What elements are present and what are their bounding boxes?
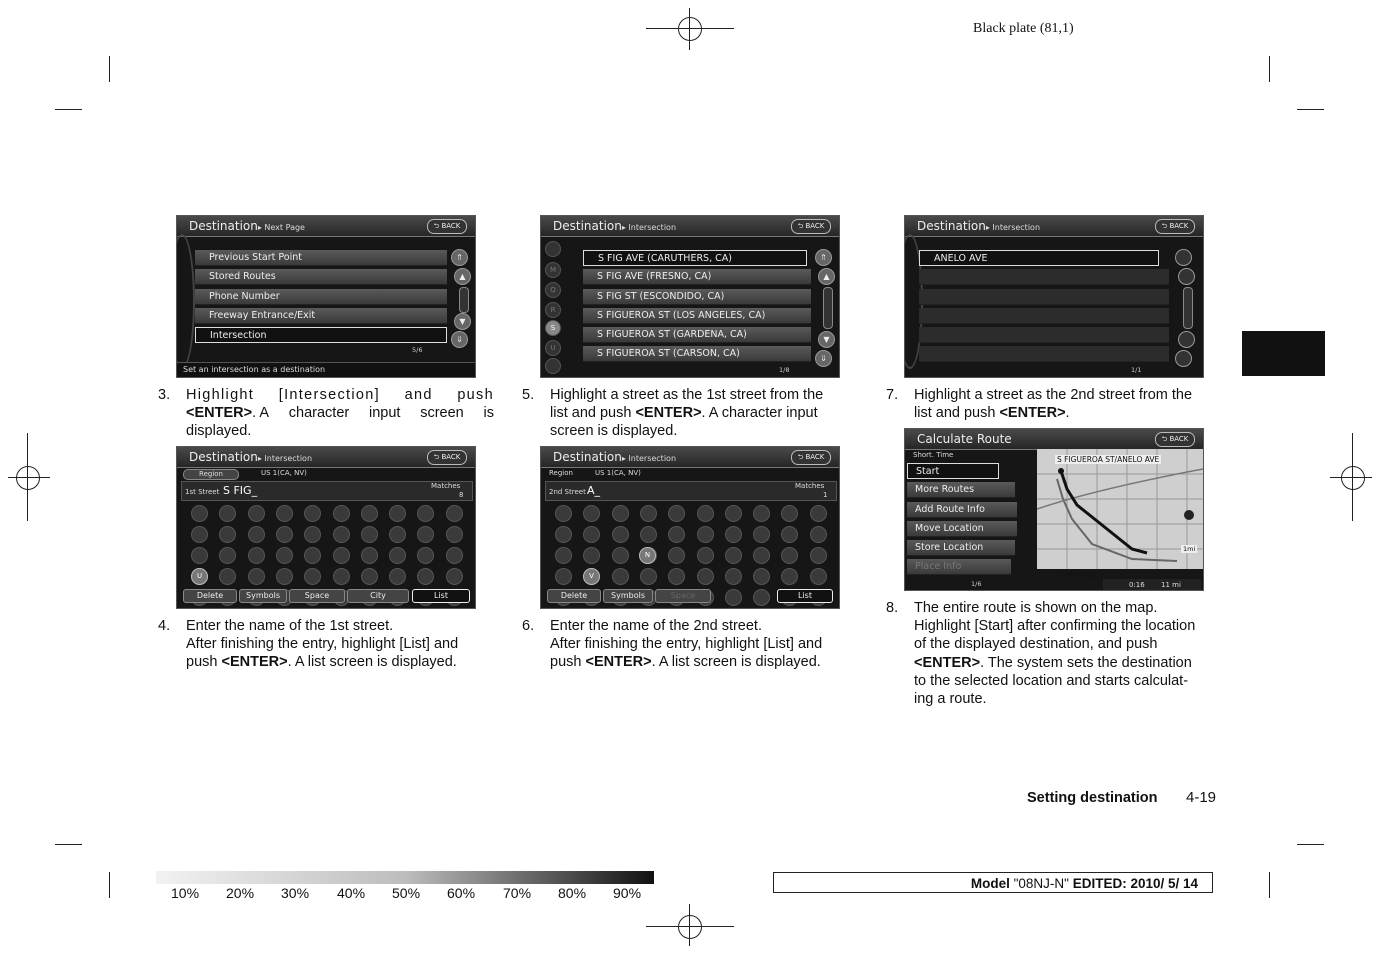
screen-title: Destination▸ Intersection bbox=[553, 219, 677, 233]
keyboard-key[interactable] bbox=[781, 505, 798, 522]
keyboard-key[interactable] bbox=[668, 526, 685, 543]
keyboard-key[interactable] bbox=[191, 547, 208, 564]
scroll-up-icon[interactable]: ▲ bbox=[818, 268, 835, 285]
status-message: Set an intersection as a destination bbox=[177, 362, 475, 377]
keyboard-key[interactable] bbox=[555, 505, 572, 522]
screen-title: Destination▸ Next Page bbox=[189, 219, 305, 233]
space-button[interactable]: Space bbox=[655, 589, 711, 603]
back-button[interactable]: ⮌ BACK bbox=[1155, 219, 1195, 234]
keyboard-key[interactable] bbox=[725, 505, 742, 522]
keyboard-key[interactable] bbox=[333, 547, 350, 564]
matches-count: 1 bbox=[823, 491, 828, 499]
scroll-down-icon[interactable] bbox=[1178, 331, 1195, 348]
back-button[interactable]: ⮌ BACK bbox=[1155, 432, 1195, 447]
keyboard-key[interactable] bbox=[191, 526, 208, 543]
keyboard-key[interactable] bbox=[555, 568, 572, 585]
matches-label: Matches bbox=[795, 482, 825, 490]
list-button[interactable]: List bbox=[777, 589, 833, 603]
keyboard-key[interactable] bbox=[753, 505, 770, 522]
move-location-button[interactable]: Move Location bbox=[907, 521, 1017, 537]
page-indicator: 1/6 bbox=[971, 580, 982, 588]
page-down-icon[interactable]: ⇓ bbox=[815, 350, 832, 367]
page-up-icon[interactable]: ⇑ bbox=[815, 249, 832, 266]
city-button[interactable]: City bbox=[347, 589, 409, 603]
keyboard-key[interactable] bbox=[781, 568, 798, 585]
keyboard-key[interactable] bbox=[361, 568, 378, 585]
corner-mark bbox=[109, 56, 110, 82]
keyboard-key[interactable] bbox=[389, 547, 406, 564]
keyboard-key[interactable] bbox=[753, 547, 770, 564]
screen-2nd-street-input bbox=[540, 446, 840, 609]
corner-mark bbox=[1269, 56, 1270, 82]
screen-title: Calculate Route bbox=[917, 432, 1012, 446]
keyboard-key[interactable] bbox=[333, 526, 350, 543]
percent-label: 40% bbox=[337, 885, 366, 901]
back-button[interactable]: ⮌ BACK bbox=[427, 450, 467, 465]
percent-label: 50% bbox=[392, 885, 421, 901]
keyboard-key[interactable] bbox=[389, 568, 406, 585]
list-item-empty bbox=[919, 308, 1169, 324]
add-route-info-button[interactable]: Add Route Info bbox=[907, 502, 1017, 518]
symbols-button[interactable]: Symbols bbox=[239, 589, 287, 603]
keyboard-key[interactable] bbox=[304, 505, 321, 522]
keyboard-key[interactable] bbox=[304, 526, 321, 543]
registration-mark-left bbox=[16, 466, 40, 490]
list-item[interactable]: S FIG AVE (FRESNO, CA) bbox=[583, 269, 811, 285]
scroll-down-icon[interactable]: ▼ bbox=[818, 331, 835, 348]
registration-mark-bottom bbox=[678, 915, 702, 939]
page-indicator: 1/1 bbox=[1131, 366, 1142, 374]
street-label: 2nd Street bbox=[549, 488, 586, 496]
keyboard-key[interactable] bbox=[361, 505, 378, 522]
keyboard-key[interactable] bbox=[697, 526, 714, 543]
screen-calculate-route bbox=[904, 428, 1204, 591]
keyboard-key[interactable] bbox=[219, 547, 236, 564]
keyboard-key[interactable] bbox=[640, 568, 657, 585]
keyboard-key[interactable] bbox=[248, 547, 265, 564]
list-item[interactable]: S FIGUEROA ST (CARSON, CA) bbox=[583, 346, 811, 362]
keyboard-key[interactable] bbox=[612, 526, 629, 543]
keyboard-key[interactable] bbox=[417, 526, 434, 543]
map-city-label: TORRANCE bbox=[1060, 571, 1096, 579]
keyboard-key[interactable] bbox=[446, 568, 463, 585]
keyboard-key[interactable] bbox=[389, 505, 406, 522]
keyboard-key[interactable] bbox=[781, 547, 798, 564]
list-item[interactable]: Freeway Entrance/Exit bbox=[195, 308, 447, 324]
keyboard-key[interactable] bbox=[725, 589, 742, 606]
letter-key[interactable]: R bbox=[545, 302, 561, 318]
keyboard-key[interactable] bbox=[612, 505, 629, 522]
screen-intersection-list-2 bbox=[904, 215, 1204, 378]
keyboard-key[interactable] bbox=[668, 568, 685, 585]
keyboard-key[interactable] bbox=[446, 526, 463, 543]
keyboard-key[interactable] bbox=[725, 526, 742, 543]
matches-label: Matches bbox=[431, 482, 461, 490]
keyboard-key[interactable] bbox=[276, 547, 293, 564]
keyboard-key[interactable] bbox=[753, 589, 770, 606]
keyboard-key[interactable] bbox=[333, 568, 350, 585]
keyboard-key[interactable] bbox=[304, 568, 321, 585]
street-label: 1st Street bbox=[185, 488, 220, 496]
region-label: Region bbox=[549, 469, 573, 477]
keyboard-key[interactable] bbox=[361, 547, 378, 564]
keyboard-key[interactable] bbox=[753, 526, 770, 543]
corner-mark bbox=[1269, 872, 1270, 898]
route-distance: 11 mi bbox=[1161, 581, 1181, 589]
list-item-selected[interactable]: ANELO AVE bbox=[919, 250, 1159, 266]
registration-mark-top bbox=[678, 17, 702, 41]
screen-1st-street-input bbox=[176, 446, 476, 609]
keyboard-key[interactable] bbox=[219, 526, 236, 543]
keyboard-key[interactable] bbox=[668, 547, 685, 564]
list-item[interactable]: Previous Start Point bbox=[195, 250, 447, 266]
percent-label: 30% bbox=[281, 885, 310, 901]
section-title: Setting destination bbox=[1027, 790, 1158, 806]
matches-count: 8 bbox=[459, 491, 464, 499]
keyboard-key[interactable] bbox=[583, 505, 600, 522]
keyboard-key[interactable] bbox=[725, 568, 742, 585]
page-indicator: 1/8 bbox=[779, 366, 790, 374]
model-edited-box: Model "08NJ-N" EDITED: 2010/ 5/ 14 bbox=[773, 872, 1213, 893]
back-button[interactable]: ⮌ BACK bbox=[427, 219, 467, 234]
keyboard-key[interactable] bbox=[276, 526, 293, 543]
keyboard-key[interactable] bbox=[333, 505, 350, 522]
list-item[interactable]: S FIG ST (ESCONDIDO, CA) bbox=[583, 289, 811, 305]
list-item[interactable]: Phone Number bbox=[195, 289, 447, 305]
key-active[interactable]: N bbox=[639, 547, 656, 564]
keyboard-key[interactable] bbox=[417, 505, 434, 522]
letter-key[interactable] bbox=[545, 241, 561, 257]
place-info-button[interactable]: Place Info bbox=[907, 559, 1011, 575]
keyboard-key[interactable] bbox=[555, 526, 572, 543]
keyboard-key[interactable] bbox=[583, 547, 600, 564]
map-scale: 1mi bbox=[1183, 545, 1196, 553]
percent-label: 80% bbox=[558, 885, 587, 901]
page-up-icon[interactable] bbox=[1175, 249, 1192, 266]
scrollbar[interactable] bbox=[459, 287, 469, 313]
corner-mark bbox=[1297, 844, 1324, 845]
region-value: US 1(CA, NV) bbox=[595, 469, 641, 477]
symbols-button[interactable]: Symbols bbox=[603, 589, 653, 603]
chapter-tab bbox=[1242, 331, 1325, 376]
registration-mark-right bbox=[1341, 466, 1365, 490]
keyboard-key[interactable] bbox=[725, 547, 742, 564]
keyboard-key[interactable] bbox=[810, 547, 827, 564]
page-down-icon[interactable] bbox=[1175, 350, 1192, 367]
keyboard-key[interactable] bbox=[248, 505, 265, 522]
keyboard-key[interactable] bbox=[697, 568, 714, 585]
keyboard-key[interactable] bbox=[361, 526, 378, 543]
page-up-icon[interactable]: ⇑ bbox=[451, 249, 468, 266]
keyboard-key[interactable] bbox=[612, 568, 629, 585]
keyboard-key[interactable] bbox=[640, 505, 657, 522]
page-down-icon[interactable]: ⇓ bbox=[451, 331, 468, 348]
keyboard-key[interactable] bbox=[417, 568, 434, 585]
list-item[interactable]: S FIGUEROA ST (GARDENA, CA) bbox=[583, 327, 811, 343]
corner-mark bbox=[1297, 109, 1324, 110]
corner-mark bbox=[109, 872, 110, 898]
list-item-selected[interactable]: S FIG AVE (CARUTHERS, CA) bbox=[583, 250, 807, 266]
letter-key[interactable] bbox=[545, 358, 561, 374]
list-item-empty bbox=[919, 346, 1169, 362]
keyboard-key[interactable] bbox=[417, 547, 434, 564]
keyboard-key[interactable] bbox=[389, 526, 406, 543]
keyboard-key[interactable] bbox=[810, 526, 827, 543]
keyboard-key[interactable] bbox=[276, 568, 293, 585]
keyboard-key[interactable] bbox=[640, 526, 657, 543]
keyboard-key[interactable] bbox=[219, 568, 236, 585]
street-input-value: A_ bbox=[587, 484, 601, 497]
space-button[interactable]: Space bbox=[289, 589, 345, 603]
keyboard-key[interactable] bbox=[555, 547, 572, 564]
scroll-down-icon[interactable]: ▼ bbox=[454, 313, 471, 330]
back-button[interactable]: ⮌ BACK bbox=[791, 219, 831, 234]
page-indicator: 5/6 bbox=[412, 346, 423, 354]
back-button[interactable]: ⮌ BACK bbox=[791, 450, 831, 465]
route-type-label: Short. Time bbox=[913, 451, 954, 459]
keyboard-key[interactable] bbox=[612, 547, 629, 564]
keyboard-key[interactable] bbox=[191, 505, 208, 522]
keyboard-key[interactable] bbox=[304, 547, 321, 564]
store-location-button[interactable]: Store Location bbox=[907, 540, 1015, 556]
scroll-up-icon[interactable]: ▲ bbox=[454, 268, 471, 285]
percent-label: 10% bbox=[171, 885, 200, 901]
screen-title: Destination▸ Intersection bbox=[553, 450, 677, 464]
list-item-empty bbox=[919, 269, 1169, 285]
delete-button[interactable]: Delete bbox=[183, 589, 237, 603]
plate-label: Black plate (81,1) bbox=[973, 21, 1074, 36]
keyboard-key[interactable] bbox=[248, 526, 265, 543]
region-value: US 1(CA, NV) bbox=[261, 469, 307, 477]
start-button[interactable]: Start bbox=[907, 463, 999, 479]
list-item-empty bbox=[919, 289, 1169, 305]
scrollbar[interactable] bbox=[1183, 287, 1193, 329]
keyboard-key[interactable] bbox=[583, 526, 600, 543]
screen-title: Destination▸ Intersection bbox=[189, 450, 313, 464]
keyboard-key[interactable] bbox=[810, 568, 827, 585]
keyboard-key[interactable] bbox=[276, 505, 293, 522]
more-routes-button[interactable]: More Routes bbox=[907, 482, 1015, 498]
letter-key-active[interactable]: S bbox=[545, 320, 561, 336]
list-item[interactable]: Stored Routes bbox=[195, 269, 447, 285]
keyboard-key[interactable] bbox=[697, 505, 714, 522]
percent-label: 90% bbox=[613, 885, 642, 901]
screen-title: Destination▸ Intersection bbox=[917, 219, 1041, 233]
scrollbar[interactable] bbox=[823, 287, 833, 329]
key-active[interactable]: V bbox=[583, 568, 600, 585]
letter-key[interactable]: U bbox=[545, 340, 561, 356]
percent-label: 20% bbox=[226, 885, 255, 901]
percent-label: 60% bbox=[447, 885, 476, 901]
keyboard-key[interactable] bbox=[668, 505, 685, 522]
keyboard-key[interactable] bbox=[248, 568, 265, 585]
keyboard-key[interactable] bbox=[446, 547, 463, 564]
corner-mark bbox=[55, 844, 82, 845]
list-item-empty bbox=[919, 327, 1169, 343]
percent-label: 70% bbox=[503, 885, 532, 901]
scroll-up-icon[interactable] bbox=[1178, 268, 1195, 285]
list-item-selected[interactable]: Intersection bbox=[195, 327, 447, 343]
keyboard-key[interactable] bbox=[781, 526, 798, 543]
key-active[interactable]: U bbox=[191, 568, 208, 585]
color-bar bbox=[156, 871, 654, 884]
street-input-value: S FIG_ bbox=[223, 484, 258, 497]
route-map[interactable] bbox=[1037, 449, 1203, 569]
corner-mark bbox=[55, 109, 82, 110]
region-button[interactable]: Region bbox=[183, 469, 239, 480]
list-button[interactable]: List bbox=[412, 589, 470, 603]
screen-intersection-list-1 bbox=[540, 215, 840, 378]
keyboard-key[interactable] bbox=[219, 505, 236, 522]
page-number: 4-19 bbox=[1186, 789, 1217, 806]
delete-button[interactable]: Delete bbox=[547, 589, 601, 603]
keyboard-key[interactable] bbox=[697, 547, 714, 564]
route-time: 0:16 bbox=[1129, 581, 1145, 589]
letter-key[interactable]: Q bbox=[545, 282, 561, 298]
map-street-label: S FIGUEROA ST/ANELO AVE bbox=[1057, 455, 1160, 464]
keyboard-key[interactable] bbox=[810, 505, 827, 522]
list-item[interactable]: S FIGUEROA ST (LOS ANGELES, CA) bbox=[583, 308, 811, 324]
keyboard-key[interactable] bbox=[753, 568, 770, 585]
screen-destination-next-page bbox=[176, 215, 476, 378]
letter-key[interactable]: M bbox=[545, 262, 561, 278]
keyboard-key[interactable] bbox=[446, 505, 463, 522]
